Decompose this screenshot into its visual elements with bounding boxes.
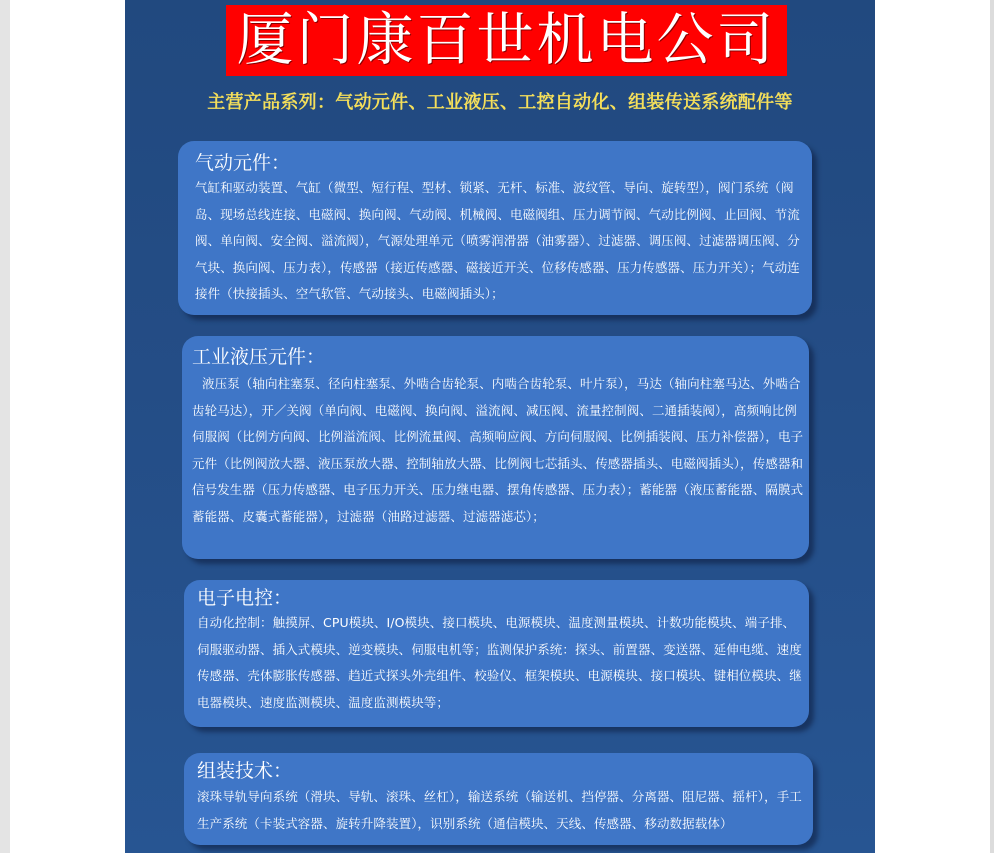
section-title: 气动元件： [195,152,291,174]
section-title: 组装技术： [197,760,293,782]
section-electronic-control [184,580,809,727]
left-margin [0,0,10,853]
section-body: 液压泵（轴向柱塞泵、径向柱塞泵、外啮合齿轮泵、内啮合齿轮泵、叶片泵），马达（轴向柱塞马达、外啮合齿轮马达），开／关阀（单向阀、电磁阀、换向阀、溢流阀、减压阀、流量控制阀、二通插装阀），高频响比例伺服阀（比例方向阀、比例溢流阀、比例流量阀、高频响应阀、方向伺服阀、比例插装阀、压力补偿器），电子元件（比例阀放大器、液压泵放大器、控制轴放大器、比例阀七芯插头、传感器插头、电磁阀插头），传感器和信号发生器（压力传感器、电子压力开关、压力继电器、摆角传感器、压力表）；蓄能器（液压蓄能器、隔膜式蓄能器、皮囊式蓄能器），过滤器（油路过滤器、过滤器滤芯）； [192,376,804,524]
product-poster [125,0,875,853]
main-products-tagline: 主营产品系列：气动元件、工业液压、工控自动化、组装传送系统配件等 [207,92,793,113]
section-body: 滚珠导轨导向系统（滑块、导轨、滚珠、丝杠），输送系统（输送机、挡停器、分离器、阻尼器、摇杆），手工生产系统（卡装式容器、旋转升降装置），识别系统（通信模块、天线、传感器、移动数据载体） [197,789,802,831]
section-title: 工业液压元件： [192,346,326,368]
section-title: 电子电控： [197,587,293,609]
section-hydraulic [182,336,809,559]
section-body: 自动化控制：触摸屏、CPU模块、I/O模块、接口模块、电源模块、温度测量模块、计数功能模块、端子排、伺服驱动器、插入式模块、逆变模块、伺服电机等；监测保护系统：探头、前置器、变送器、延伸电缆、速度传感器、壳体膨胀传感器、趋近式探头外壳组件、校验仪、框架模块、电源模块、接口模块、键相位模块、继电器模块、速度监测模块、温度监测模块等； [197,615,802,710]
section-body: 气缸和驱动装置、气缸（微型、短行程、型材、锁紧、无杆、标准、波纹管、导向、旋转型），阀门系统（阀岛、现场总线连接、电磁阀、换向阀、气动阀、机械阀、电磁阀组、压力调节阀、气动比例阀、止回阀、节流阀、单向阀、安全阀、溢流阀），气源处理单元（喷雾润滑器（油雾器）、过滤器、调压阀、过滤器调压阀、分气块、换向阀、压力表），传感器（接近传感器、磁接近开关、位移传感器、压力传感器、压力开关）；气动连接件（快接插头、空气软管、气动接头、电磁阀插头）； [195,180,800,301]
section-assembly-technology [184,753,813,845]
company-name: 厦门康百世机电公司 [236,7,777,73]
company-title-banner [226,5,787,76]
scrollbar-track[interactable] [990,0,994,853]
section-pneumatic [178,141,812,315]
